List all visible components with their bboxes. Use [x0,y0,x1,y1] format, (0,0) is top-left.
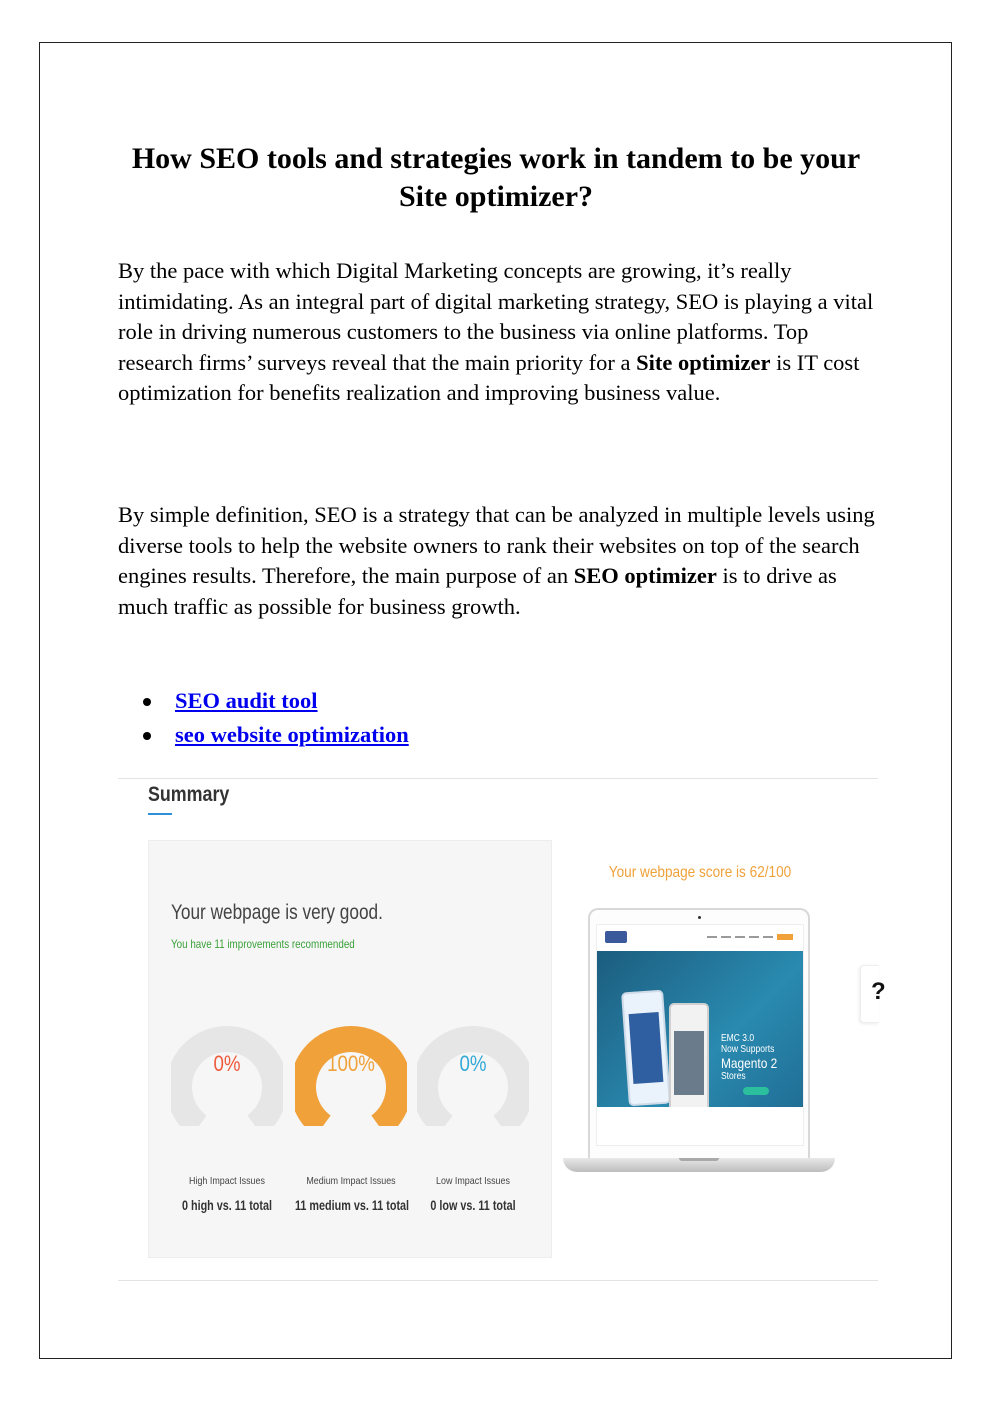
summary-title: Summary [148,783,230,806]
site-nav-links [707,936,777,938]
divider [118,778,878,779]
camera-dot [698,916,701,919]
definition-text-b: is to drive as much traffic as possible for business growth. [118,563,837,619]
improvements-note: You have 11 improvements recommended [171,937,355,951]
phone-mockup-icon [621,990,671,1107]
definition-paragraph [118,500,878,622]
seo-website-optimization-link[interactable]: seo website optimization [175,722,409,747]
hero-line: EMC 3.0 [721,1033,755,1044]
site-logo [605,931,627,943]
medium-impact-label: Medium Impact Issues [306,1175,396,1187]
low-impact-gauge [417,996,529,1176]
intro-text-b: is IT cost optimization for benefits realization and improving business value. [118,349,860,405]
bullet-icon [143,732,151,740]
medium-impact-percent: 100% [327,1051,375,1076]
low-impact-percent: 0% [459,1051,487,1076]
intro-bold-term: Site optimizer [636,349,771,375]
link-list [140,684,409,752]
high-impact-gauge [171,996,283,1176]
medium-impact-total: 11 medium vs. 11 total [295,1198,410,1213]
intro-text-a: By the pace with which Digital Marketing concepts are growing, it’s really intimidating. As an integral part of digital marketing strategy, SEO is playing a vital role in driving numerous customers to the business via online platforms. Top research firms’ surveys reveal that the main priority for a [118,258,874,375]
laptop-preview [588,908,810,1158]
laptop-notch [679,1158,719,1161]
divider [118,1280,878,1281]
high-impact-total: 0 high vs. 11 total [181,1198,273,1213]
phone-mockup-icon [669,1003,709,1107]
definition-text-a: By simple definition, SEO is a strategy that can be analyzed in multiple levels using diverse tools to help the website owners to rank their websites on top of the search engines results. Therefore, the main purpose of an [118,502,875,588]
summary-underline [148,813,172,815]
help-tab[interactable] [860,965,886,1023]
hero-button [743,1087,769,1095]
high-impact-label: High Impact Issues [189,1175,265,1187]
hero-text [721,1033,777,1082]
site-nav-button [777,934,793,940]
summary-headline: Your webpage is very good. [171,901,383,924]
webpage-score: Your webpage score is 62/100 [608,864,792,881]
list-item [140,718,409,752]
article-title: How SEO tools and strategies work in tandem to be your Site optimizer? [131,142,861,213]
help-icon: ? [871,978,886,1005]
hero-line: Stores [721,1071,746,1082]
summary-panel [148,840,552,1258]
low-impact-label: Low Impact Issues [436,1175,510,1187]
high-impact-percent: 0% [213,1051,241,1076]
medium-impact-gauge [295,996,407,1176]
website-screenshot [596,924,804,1146]
site-navbar [597,925,803,951]
site-hero-banner [597,951,803,1107]
bullet-icon [143,698,151,706]
low-impact-total: 0 low vs. 11 total [430,1198,516,1213]
hero-line: Magento 2 [721,1055,778,1071]
intro-paragraph [118,256,878,409]
definition-bold-term: SEO optimizer [573,563,717,588]
list-item [140,684,409,718]
seo-audit-tool-link[interactable]: SEO audit tool [175,688,318,713]
hero-line: Now Supports [721,1044,775,1055]
